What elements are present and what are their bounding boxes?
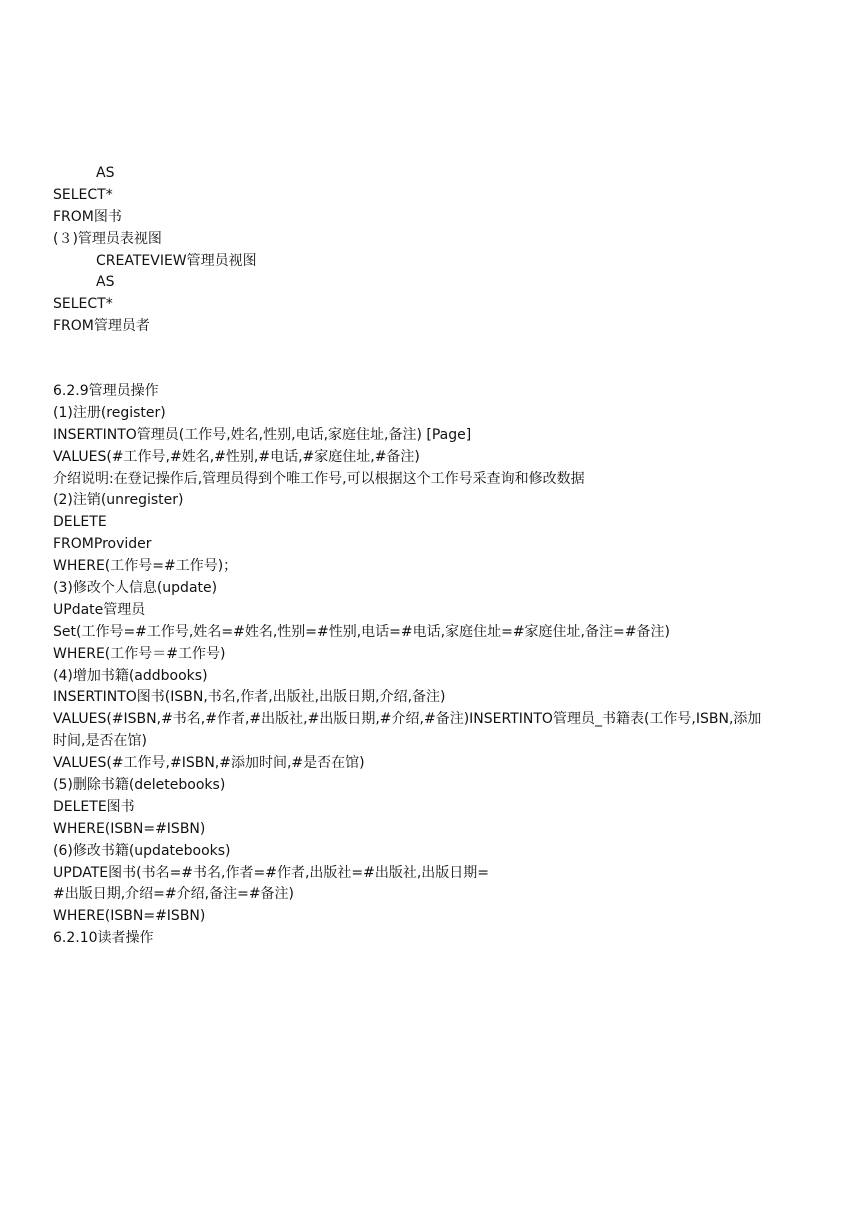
text-line: DELETE	[53, 514, 107, 531]
text-line: SELECT*	[53, 186, 113, 203]
section-heading: (３)管理员表视图	[53, 230, 162, 247]
text-line: (4)增加书籍(addbooks)	[53, 667, 208, 684]
text-line: UPdate管理员	[53, 601, 146, 618]
text-line: VALUES(#工作号,#姓名,#性别,#电话,#家庭住址,#备注)	[53, 448, 420, 465]
text-line: (2)注销(unregister)	[53, 492, 184, 509]
text-line: FROM管理员者	[53, 318, 150, 335]
text-line: 介绍说明:在登记操作后,管理员得到个唯工作号,可以根据这个工作号采查询和修改数据	[53, 470, 585, 487]
text-line: (1)注册(register)	[53, 404, 166, 421]
text-line: CREATEVIEW管理员视图	[96, 252, 257, 269]
text-line: (6)修改书籍(updatebooks)	[53, 842, 231, 859]
text-line: WHERE(工作号=#工作号)；	[53, 558, 238, 575]
text-line: AS	[96, 165, 115, 181]
text-line: VALUES(#工作号,#ISBN,#添加时间,#是否在馆)	[53, 755, 365, 772]
text-line: WHERE(工作号＝#工作号)	[53, 645, 226, 662]
text-line: WHERE(ISBN=#ISBN)	[53, 908, 206, 925]
text-line: AS	[96, 274, 115, 291]
text-line: (5)删除书籍(deletebooks)	[53, 777, 226, 794]
text-line: INSERTINTO图书(ISBN,书名,作者,出版社,出版日期,介绍,备注)	[53, 689, 446, 706]
section-heading: 6.2.10读者操作	[53, 930, 154, 947]
text-line: Set(工作号=#工作号,姓名=#姓名,性别=#性别,电话=#电话,家庭住址=#家庭住址,备注=#备注)	[53, 623, 670, 640]
section-heading: 6.2.9管理员操作	[53, 383, 159, 399]
admin-operations-block	[53, 381, 773, 950]
text-line: FROMProvider	[53, 536, 152, 553]
text-line: INSERTINTO管理员(工作号,姓名,性别,电话,家庭住址,备注) [Page]	[53, 426, 472, 443]
sql-view-block	[53, 163, 773, 338]
text-line: SELECT*	[53, 296, 113, 313]
text-line: #出版日期,介绍=#介绍,备注=#备注)	[53, 886, 295, 903]
text-line: 时间,是否在馆)	[53, 733, 147, 750]
text-line: WHERE(ISBN=#ISBN)	[53, 820, 206, 837]
text-line: VALUES(#ISBN,#书名,#作者,#出版社,#出版日期,#介绍,#备注)INSERTINTO管理员_书籍表(工作号,ISBN,添加	[53, 711, 762, 728]
text-line: DELETE图书	[53, 798, 135, 815]
text-line: (3)修改个人信息(update)	[53, 580, 218, 597]
text-line: UPDATE图书(书名=#书名,作者=#作者,出版社=#出版社,出版日期=	[53, 864, 490, 881]
text-line: FROM图书	[53, 208, 122, 225]
